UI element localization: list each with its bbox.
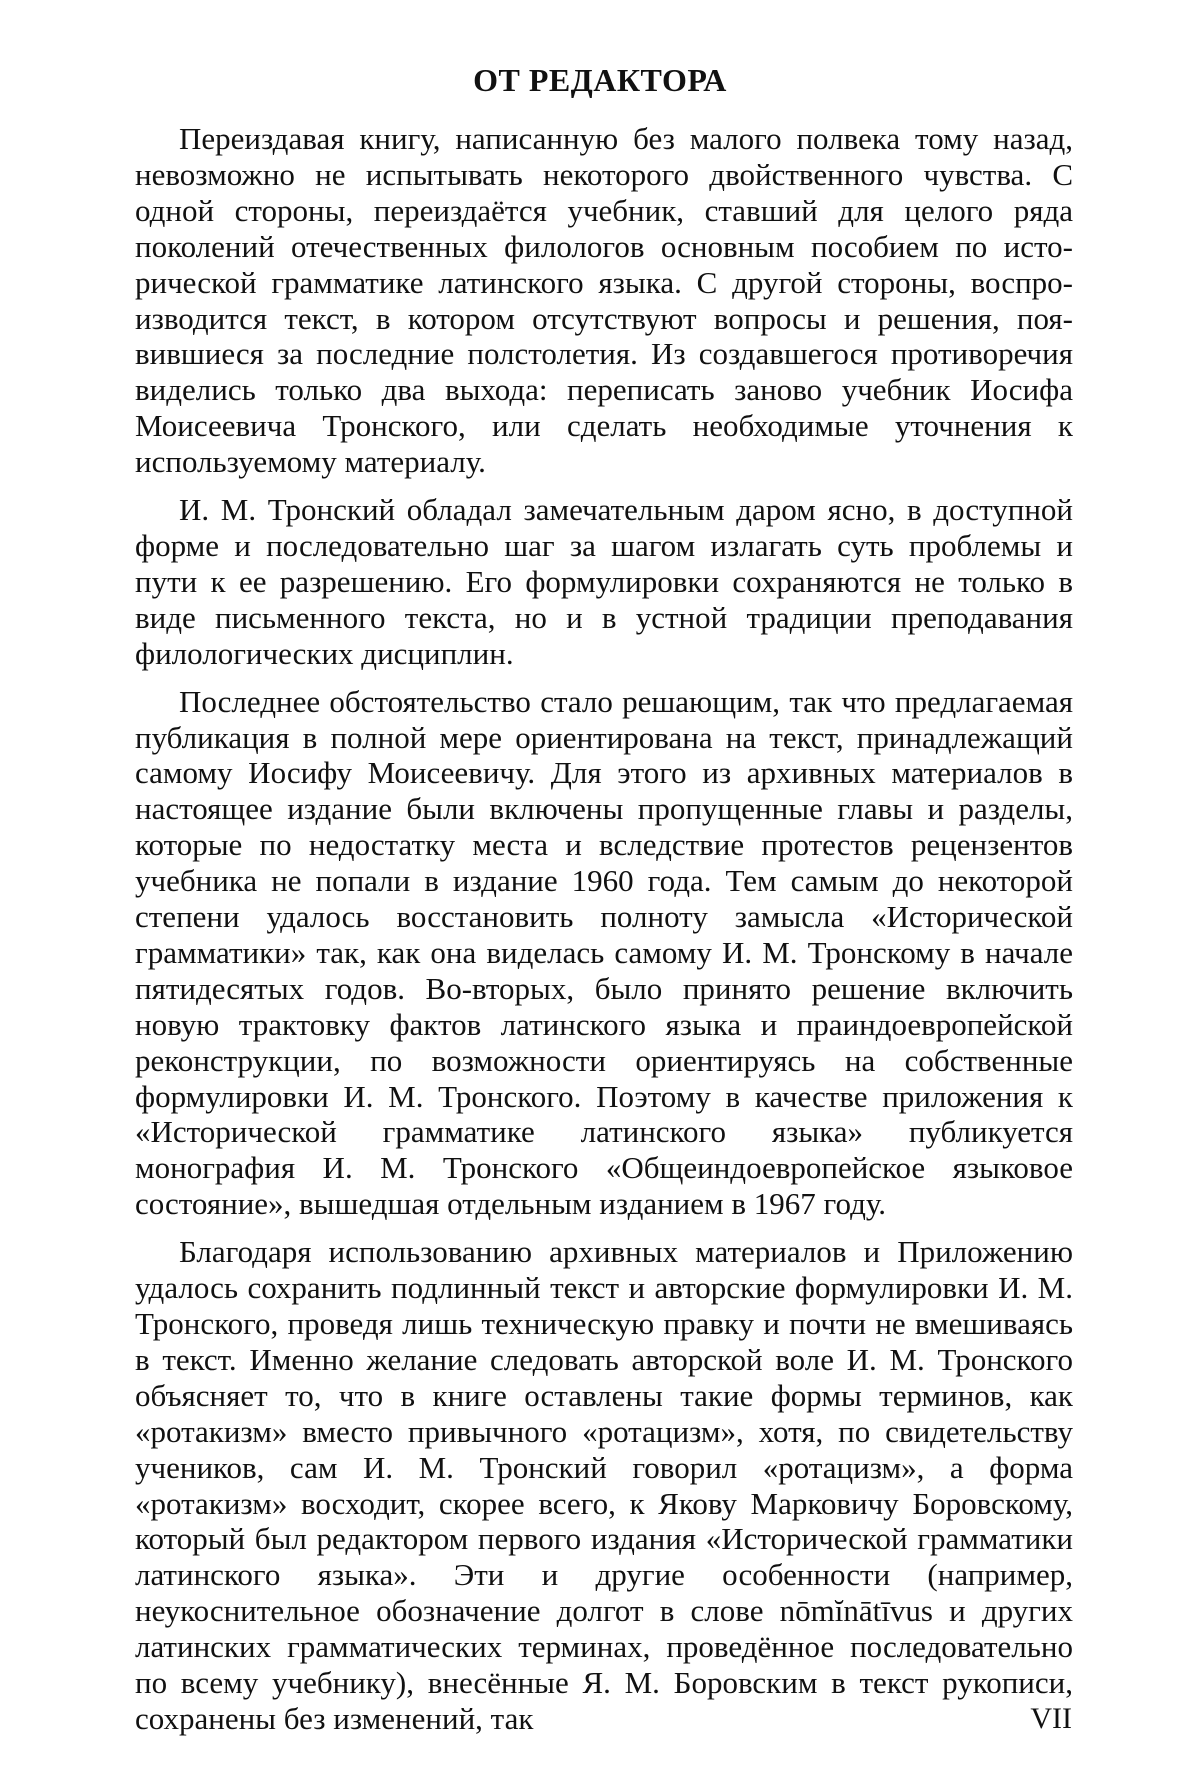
paragraph-3: Последнее обстоятельство стало решающим, так что предлагаемая публикация в полной мере ориентирована на текст, принадлежащий самому Иосифу Моисеевичу. Для этого из архивных материалов в настоящее издание были включены пропущенные главы и разделы, которые по недостатку места и вследствие протестов рецензентов учебника не попали в издание 1960 года. Тем самым до некоторой степени удалось восстановить полноту замысла «Исторической грамматики» так, как она виделась самому И. М. Тронскому в начале пятидесятых годов. Во-вторых, было принято решение включить новую трактовку фактов латинского языка и праиндоевропейской реконструкции, по возможности ориентируясь на собственные формулировки И. М. Тронского. Поэтому в качестве приложения к «Исторической грамматике латинского языка» публикуется монография И. М. Тронского «Общеиндоевропейское языковое состояние», вышедшая отдельным изданием в 1967 году.	[135, 683, 1073, 1222]
paragraph-1: Переиздавая книгу, написанную без малого полвека тому назад, невозможно не испытывать некоторого двойственного чувства. С одной стороны, переиздаётся учебник, ставший для целого ряда поколений отечественных филологов основным пособием по исторической грамматике латинского языка. С другой стороны, воспроизводится текст, в котором отсутствуют вопросы и решения, появившиеся за последние полстолетия. Из создавшегося противоречия виделись только два выхода: переписать заново учебник Иосифа Моисеевича Тронского, или сделать необходимые уточнения к используемому материалу.	[135, 121, 1073, 480]
page-number: VII	[1030, 1702, 1072, 1735]
paragraph-2: И. М. Тронский обладал замечательным даром ясно, в доступной форме и последовательно шаг за шагом излагать суть проблемы и пути к ее разрешению. Его формулировки сохраняются не только в виде письменного текста, но и в устной традиции преподавания филологических дисциплин.	[135, 492, 1073, 671]
paragraph-4: Благодаря использованию архивных материалов и Приложению удалось сохранить подлинный текст и авторские формулировки И. М. Тронского, проведя лишь техническую правку и почти не вмешиваясь в текст. Именно желание следовать авторской воле И. М. Тронского объясняет то, что в книге оставлены такие формы терминов, как «ротакизм» вместо привычного «ротацизм», хотя, по свидетельству учеников, сам И. М. Тронский говорил «ротацизм», а форма «ротакизм» восходит, скорее всего, к Якову Марковичу Боровскому, который был редактором первого издания «Исторической грамматики латинского языка». Эти и другие особенности (например, неукоснительное обозначение долгот в слове nōmĭnātīvus и других латинских грамматических терминах, проведённое последовательно по всему учебнику), внесённые Я. М. Боровским в текст рукописи, сохранены без изменений, так	[135, 1234, 1073, 1736]
page-heading: ОТ РЕДАКТОРА	[473, 62, 727, 98]
body-text	[135, 121, 1073, 1749]
